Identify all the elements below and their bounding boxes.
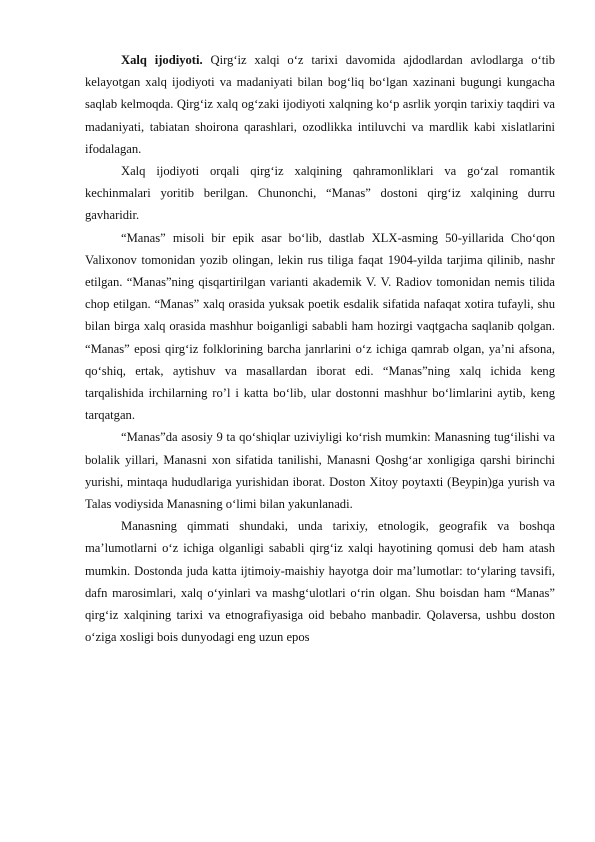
paragraph-text: “Manas”da asosiy 9 ta qo‘shiqlar uziviyligi ko‘rish mumkin: Manasning tug‘ilishi va bolalik yillari, Manasni xon sifatida tanilishi, Manasni Qoshg‘ar xonligiga qarshi birinchi yurishi, mintaqa hududlariga yurishidan iborat. Doston Xitoy poytaxti (Beypin)ga yurish va Talas vodiysida Manasning o‘limi bilan yakunlanadi. <box>85 430 555 512</box>
paragraph-manas-intro <box>85 160 555 227</box>
paragraph-manas-songs <box>85 426 555 515</box>
paragraph-manas-history <box>85 227 555 427</box>
paragraph-text: Qirg‘iz xalqi o‘z tarixi davomida ajdodlardan avlodlarga o‘tib kelayotgan xalq ijodiyoti va madaniyati bilan bog‘liq bo‘lgan xazinani bugungi kungacha saqlab kelmoqda. Qirg‘iz xalq og‘zaki ijodiyoti xalqning ko‘p asrlik yorqin tarixiy taqdiri va madaniyati, tabiatan shoirona qarashlari, ozodlikka intiluvchi va mardlik kabi xislatlarini ifodalagan. <box>85 53 555 156</box>
section-heading: Xalq ijodiyoti. <box>121 53 203 67</box>
paragraph-text: “Manas” misoli bir epik asar bo‘lib, dastlab XLX-asming 50-yillarida Cho‘qon Valixonov tomonidan yozib olingan, lekin rus tiliga faqat 1904-yilda tarjima qilinib, nashr etilgan. “Manas”ning qisqartirilgan varianti akademik V. V. Radiov tomonidan nemis tilida chop etilgan. “Manas” xalq orasida yuksak poetik esdalik sifatida nafaqat xotira tufayli, shu bilan birga xalq orasida mashhur boiganligi sababli ham hozirgi vaqtgacha saqlanib qolgan. “Manas” eposi qirg‘iz folklorining barcha janrlarini o‘z ichiga qamrab olgan, ya’ni afsona, qo‘shiq, ertak, aytishuv va masallardan iborat edi. “Manas”ning xalq ichida keng tarqalishida irchilarning ro’l i katta bo‘lib, ular dostonni mashhur bo‘limlarini aytib, keng tarqatgan. <box>85 230 555 423</box>
paragraph-xalq-ijodiyoti <box>85 49 555 160</box>
document-body <box>85 49 555 648</box>
paragraph-text: Xalq ijodiyoti orqali qirg‘iz xalqining qahramonliklari va go‘zal romantik kechinmalari yoritib berilgan. Chunonchi, “Manas” dostoni qirg‘iz xalqining durru gavharidir. <box>85 164 555 223</box>
paragraph-manas-value <box>85 515 555 648</box>
paragraph-text: Manasning qimmati shundaki, unda tarixiy, etnologik, geografik va boshqa ma’lumotlarni o‘z ichiga olganligi sababli qirg‘iz xalqi hayotining qomusi deb ham atash mumkin. Dostonda juda katta ijtimoiy-maishiy hayotga doir ma’lumotlar: to‘ylaring tavsifi, dafn marosimlari, xalq o‘yinlari va mashg‘ulotlari o‘rin olgan. Shu boisdan ham “Manas” qirg‘iz xalqining tarixi va etnografiyasiga oid bebaho manbadir. Qolaversa, ushbu doston o‘ziga xosligi bois dunyodagi eng uzun epos <box>85 519 555 645</box>
